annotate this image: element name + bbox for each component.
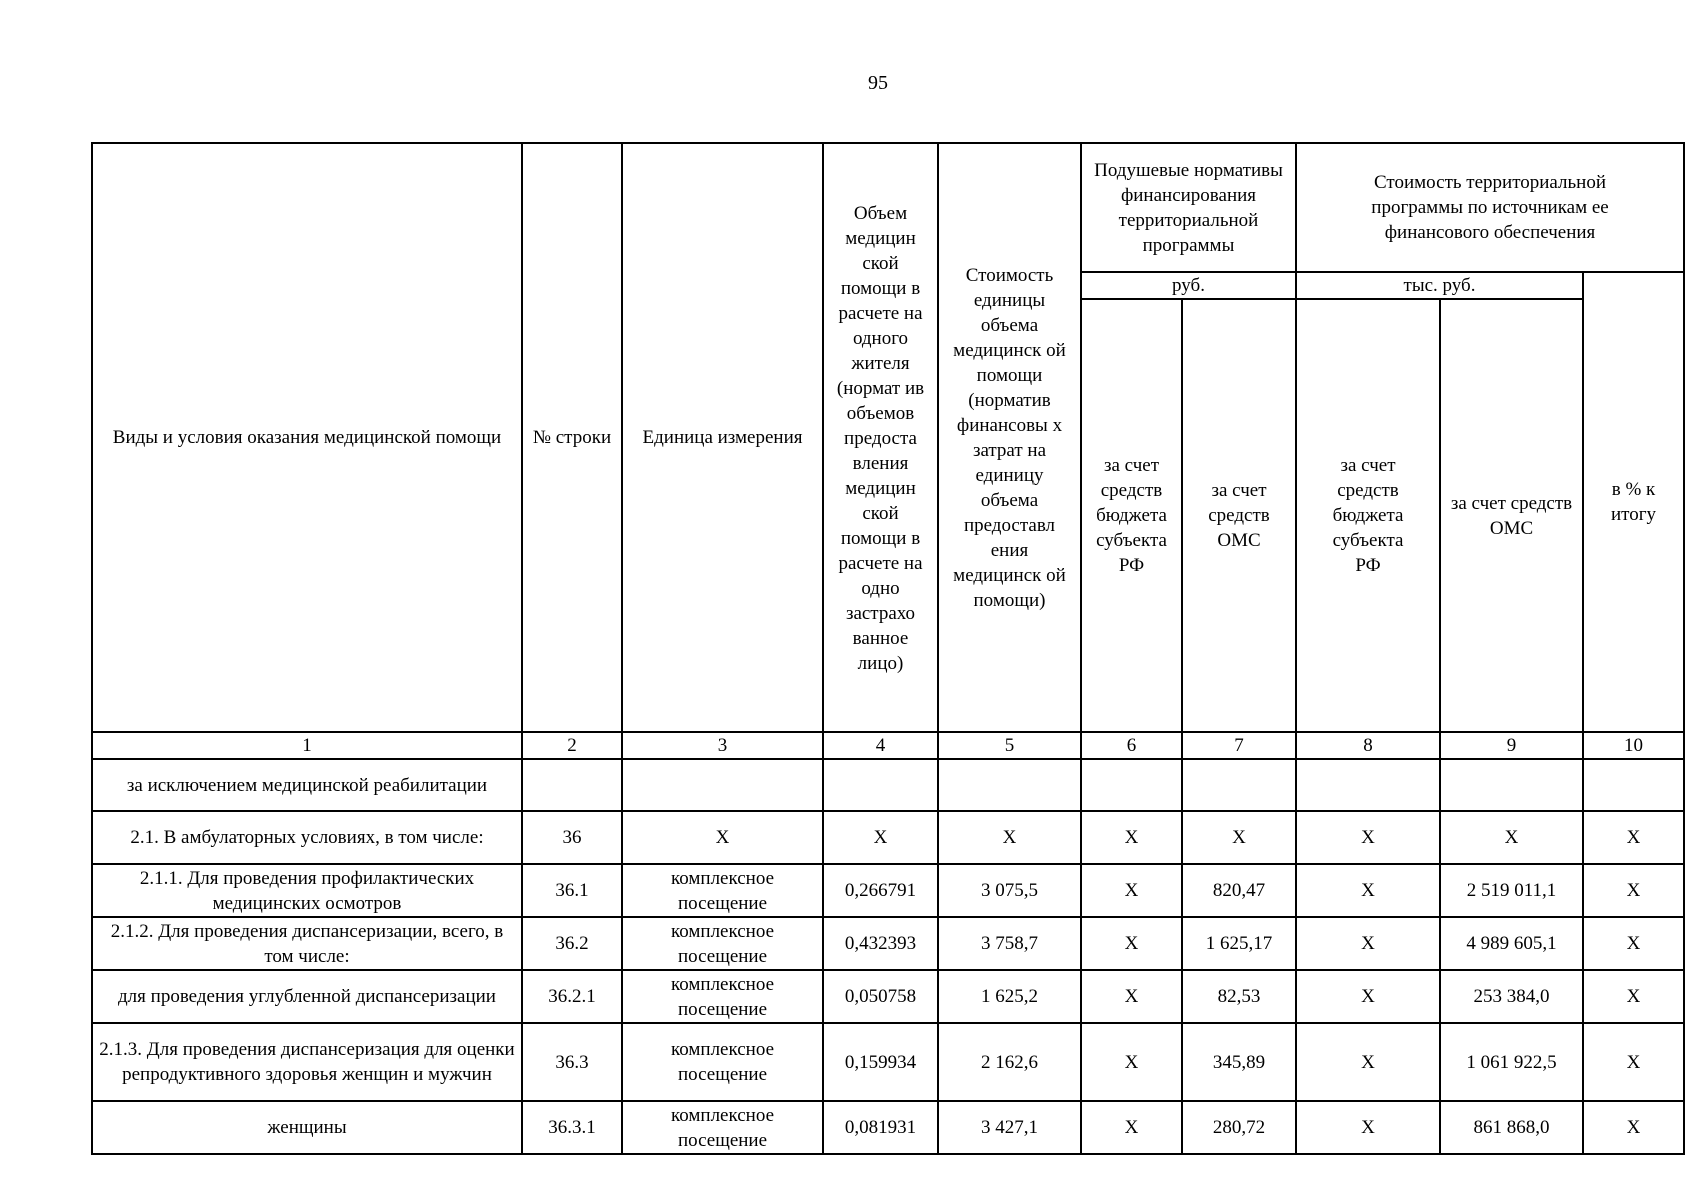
row-percent: X [1583,1101,1684,1154]
row-unit-cost: X [938,811,1081,864]
header-unit-rub: руб. [1081,272,1296,299]
table-row [92,1101,1684,1154]
row-name: 2.1. В амбулаторных условиях, в том числе: [92,811,522,864]
row-name: 2.1.2. Для проведения диспансеризации, всего, в том числе: [92,917,522,970]
column-number: 3 [622,732,823,759]
row-number: 36.3 [522,1023,622,1101]
row-percent: X [1583,864,1684,917]
row-number: 36.2.1 [522,970,622,1023]
row-volume: 0,266791 [823,864,938,917]
row-budget-cost: X [1296,1023,1440,1101]
row-unit-cost: 3 758,7 [938,917,1081,970]
row-budget-cost [1296,759,1440,811]
row-number [522,759,622,811]
row-percent: X [1583,917,1684,970]
row-unit: комплексное посещение [622,917,823,970]
row-budget-cost: X [1296,917,1440,970]
header-percent-of-total: в % к итогу [1583,272,1684,732]
row-volume: 0,432393 [823,917,938,970]
header-oms-cost: за счет средств ОМС [1440,299,1583,732]
row-name: для проведения углубленной диспансеризации [92,970,522,1023]
row-name: 2.1.1. Для проведения профилактических медицинских осмотров [92,864,522,917]
row-budget-cost: X [1296,970,1440,1023]
row-unit: комплексное посещение [622,1023,823,1101]
row-name: за исключением медицинской реабилитации [92,759,522,811]
row-volume: 0,159934 [823,1023,938,1101]
column-number: 1 [92,732,522,759]
financing-table [91,142,1685,1155]
header-budget-norm: за счет средств бюджета субъекта РФ [1081,299,1182,732]
row-volume: X [823,811,938,864]
row-oms-norm [1182,759,1296,811]
header-per-capita-group: Подушевые нормативы финансирования территориальной программы [1081,143,1296,272]
row-oms-norm: 280,72 [1182,1101,1296,1154]
row-budget-cost: X [1296,811,1440,864]
header-oms-norm: за счет средств ОМС [1182,299,1296,732]
table-row [92,759,1684,811]
row-name: 2.1.3. Для проведения диспансеризация для оценки репродуктивного здоровья женщин и мужчин [92,1023,522,1101]
row-oms-norm: 345,89 [1182,1023,1296,1101]
row-unit-cost: 3 427,1 [938,1101,1081,1154]
table-row [92,811,1684,864]
column-number: 8 [1296,732,1440,759]
row-unit: комплексное посещение [622,1101,823,1154]
row-unit [622,759,823,811]
table-row [92,970,1684,1023]
row-budget-norm: X [1081,917,1182,970]
row-unit-cost: 3 075,5 [938,864,1081,917]
row-unit-cost: 1 625,2 [938,970,1081,1023]
table-row [92,917,1684,970]
row-unit: комплексное посещение [622,970,823,1023]
page-number: 95 [868,72,888,94]
header-unit-thousand-rub: тыс. руб. [1296,272,1583,299]
row-oms-norm: X [1182,811,1296,864]
row-percent: X [1583,811,1684,864]
row-budget-cost: X [1296,864,1440,917]
column-number: 2 [522,732,622,759]
row-budget-norm: X [1081,1101,1182,1154]
header-unit-cost: Стоимость единицы объема медицинск ой помощи (норматив финансовы х затрат на единицу объема предоставл ения медицинск ой помощи) [938,143,1081,732]
row-budget-norm: X [1081,970,1182,1023]
row-oms-cost: 253 384,0 [1440,970,1583,1023]
row-percent: X [1583,1023,1684,1101]
row-oms-cost: 861 868,0 [1440,1101,1583,1154]
row-oms-cost: 4 989 605,1 [1440,917,1583,970]
column-number: 7 [1182,732,1296,759]
row-oms-cost [1440,759,1583,811]
row-budget-cost: X [1296,1101,1440,1154]
row-unit-cost [938,759,1081,811]
row-volume [823,759,938,811]
row-number: 36.3.1 [522,1101,622,1154]
row-volume: 0,081931 [823,1101,938,1154]
column-number: 9 [1440,732,1583,759]
row-budget-norm: X [1081,864,1182,917]
column-number: 6 [1081,732,1182,759]
row-oms-cost: 1 061 922,5 [1440,1023,1583,1101]
table-row [92,864,1684,917]
row-name: женщины [92,1101,522,1154]
row-unit: X [622,811,823,864]
column-number-row [92,732,1684,759]
row-percent [1583,759,1684,811]
column-number: 4 [823,732,938,759]
row-budget-norm: X [1081,811,1182,864]
header-program-cost-group: Стоимость территориальной программы по источникам ее финансового обеспечения [1296,143,1684,272]
row-oms-norm: 82,53 [1182,970,1296,1023]
row-volume: 0,050758 [823,970,938,1023]
row-percent: X [1583,970,1684,1023]
header-row-number: № строки [522,143,622,732]
row-budget-norm: X [1081,1023,1182,1101]
header-budget-cost: за счет средств бюджета субъекта РФ [1296,299,1440,732]
row-number: 36.2 [522,917,622,970]
row-oms-cost: X [1440,811,1583,864]
column-number: 5 [938,732,1081,759]
header-care-types: Виды и условия оказания медицинской помощи [92,143,522,732]
row-number: 36.1 [522,864,622,917]
row-oms-norm: 1 625,17 [1182,917,1296,970]
row-unit-cost: 2 162,6 [938,1023,1081,1101]
column-number: 10 [1583,732,1684,759]
row-number: 36 [522,811,622,864]
row-oms-norm: 820,47 [1182,864,1296,917]
row-unit: комплексное посещение [622,864,823,917]
header-volume: Объем медицин ской помощи в расчете на одного жителя (нормат ив объемов предоста вления медицин ской помощи в расчете на одно застрахо ванное лицо) [823,143,938,732]
row-oms-cost: 2 519 011,1 [1440,864,1583,917]
table-row [92,1023,1684,1101]
row-budget-norm [1081,759,1182,811]
header-unit: Единица измерения [622,143,823,732]
